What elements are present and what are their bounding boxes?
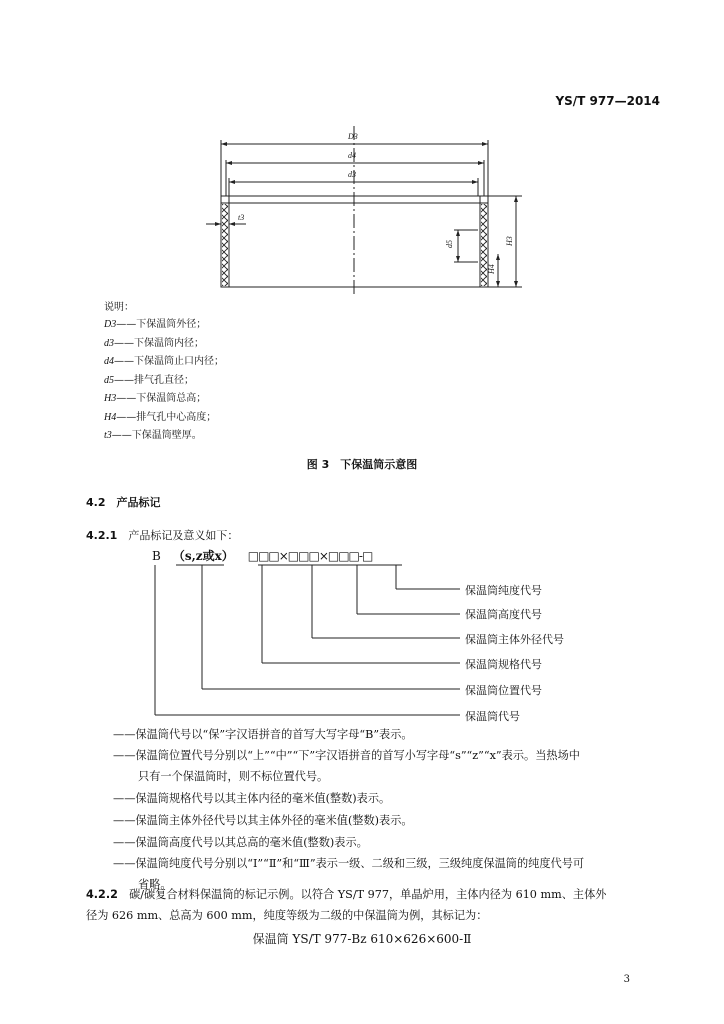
mark-position: （s,z或x） bbox=[172, 549, 234, 563]
legend-item: t3——下保温筒壁厚。 bbox=[104, 430, 202, 441]
mark-code: □□□×□□□×□□□-□ bbox=[247, 549, 373, 563]
dim-D3: D3 bbox=[348, 132, 358, 141]
subsection-4-2-2: 4.2.2 碳/碳复合材料保温筒的标记示例。以符合 YS/T 977，单晶炉用，主体内径为 610 mm、主体外 bbox=[86, 888, 607, 901]
marking-example: 保温筒 YS/T 977-Bz 610×626×600-Ⅱ bbox=[252, 932, 472, 946]
label-code: 保温筒代号 bbox=[465, 710, 520, 723]
subsection-4-2-1: 4.2.1 产品标记及意义如下： bbox=[86, 529, 239, 542]
legend-item: d4——下保温筒止口内径； bbox=[104, 356, 224, 367]
page-number: 3 bbox=[623, 974, 630, 985]
marking-leaders bbox=[0, 560, 724, 720]
cylinder-drawing bbox=[0, 0, 724, 300]
legend-item: d5——排气孔直径； bbox=[104, 374, 194, 386]
label-spec: 保温筒规格代号 bbox=[465, 658, 542, 671]
label-outer-diameter: 保温筒主体外径代号 bbox=[465, 633, 564, 646]
legend-list bbox=[104, 316, 224, 446]
section-heading: 4.2 产品标记 bbox=[86, 496, 161, 509]
desc-line: ——保温筒高度代号以其总高的毫米值(整数)表示。 bbox=[113, 836, 368, 849]
desc-line: ——保温筒位置代号分别以“上”“中”“下”字汉语拼音的首写小写字母“s”“z”“x”表示。当热场中 bbox=[113, 749, 580, 762]
label-position: 保温筒位置代号 bbox=[465, 684, 542, 697]
dim-d5: d5 bbox=[445, 240, 454, 248]
figure-caption: 图 3 下保温筒示意图 bbox=[306, 458, 418, 471]
legend-item: H3——下保温筒总高； bbox=[104, 393, 207, 404]
legend-item: H4——排气孔中心高度； bbox=[104, 411, 217, 423]
dim-d3: d3 bbox=[348, 170, 356, 179]
desc-line: 省略。 bbox=[138, 878, 172, 891]
subsection-4-2-2-cont: 径为 626 mm、总高为 600 mm，纯度等级为二级的中保温筒为例，其标记为： bbox=[86, 909, 488, 922]
legend-item: D3——下保温筒外径； bbox=[104, 319, 207, 330]
desc-line: ——保温筒主体外径代号以其主体外径的毫米值(整数)表示。 bbox=[113, 814, 413, 827]
label-purity: 保温筒纯度代号 bbox=[465, 584, 542, 597]
desc-line: 只有一个保温筒时，则不标位置代号。 bbox=[138, 770, 329, 783]
desc-line: ——保温筒纯度代号分别以“Ⅰ”“Ⅱ”和“Ⅲ”表示一级、二级和三级，三级纯度保温筒的纯度代号可 bbox=[113, 857, 585, 870]
label-height: 保温筒高度代号 bbox=[465, 608, 542, 621]
desc-line: ——保温筒代号以“保”字汉语拼音的首写大写字母“B”表示。 bbox=[113, 728, 413, 741]
desc-line: ——保温筒规格代号以其主体内径的毫米值(整数)表示。 bbox=[113, 792, 391, 805]
mark-b: B bbox=[152, 549, 161, 563]
standard-number: YS/T 977—2014 bbox=[555, 94, 660, 108]
dim-H4: H4 bbox=[487, 264, 496, 274]
dim-d4: d4 bbox=[348, 151, 356, 160]
legend-title: 说明： bbox=[104, 302, 134, 313]
dim-H3: H3 bbox=[505, 236, 514, 246]
dim-t3: t3 bbox=[238, 213, 245, 222]
legend-item: d3——下保温筒内径； bbox=[104, 337, 204, 349]
